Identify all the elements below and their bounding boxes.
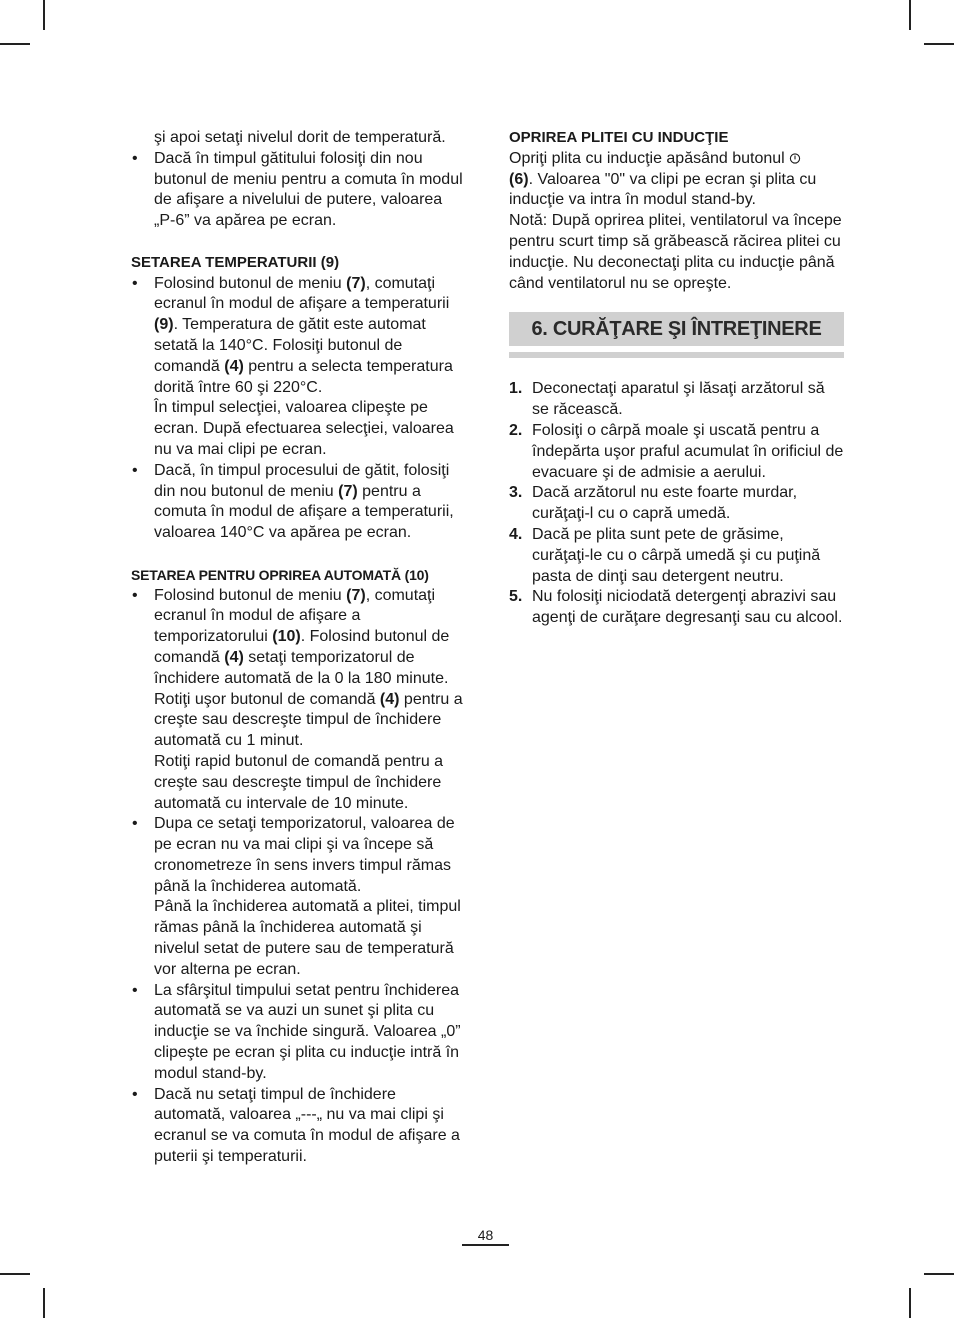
section-title: 6. CURĂŢARE ŞI ÎNTREŢINERE [509, 312, 844, 346]
list-item: • Dupa ce setaţi temporizatorul, valoarea de pe ecran nu va mai clipi şi va începe să cronometreze în sens invers timpul rămas până la închiderea automată. Până la închiderea automată a plitei, timpul rămas până la închiderea automată şi nivelul setat de putere sau de temperatură vor alterna pe ecran. [131, 814, 466, 980]
list-item: • Dacă nu setaţi timpul de închidere automată, valoarea „---„ nu va mai clipi şi ecranul se va comuta în modul de afişare a puterii şi temperaturii. [131, 1085, 466, 1168]
list-item: • Dacă, în timpul procesului de gătit, folosiţi din nou butonul de meniu (7) pentru a comuta în modul de afişare a temperaturii, valoarea 140°C va apărea pe ecran. [131, 461, 466, 544]
section-heading [509, 312, 844, 358]
list-item: • Folosind butonul de meniu (7), comutaţi ecranul în modul de afişare a temporizatorului (10). Folosind butonul de comandă (4) setaţi temporizatorul de închidere automată de la 0 la 180 minute. Rotiţi uşor butonul de comandă (4) pentru a creşte sau descreşte timpul de închidere automată cu 1 minut. Rotiţi rapid butonul de comandă pentru a creşte sau descreşte timpul de închidere automată cu intervale de 10 minute. [131, 586, 466, 815]
intro-bullet-list [131, 149, 466, 232]
crop-mark [924, 1273, 954, 1275]
stop-text: Opriţi plita cu inducţie apăsând butonul (6). Valoarea "0" va clipi pe ecran şi plita cu inducţie va intra în modul stand-by. [509, 149, 817, 209]
crop-mark [43, 1288, 45, 1318]
list-item: • La sfârşitul timpului setat pentru închiderea automată se va auzi un sunet şi plita cu inducţie se va închide singură. Valoarea „0” clipeşte pe ecran şi plita cu inducţie intră în modul stand-by. [131, 981, 466, 1085]
crop-mark [43, 0, 45, 30]
list-item: 1. Deconectaţi aparatul şi lăsaţi arzătorul să se răcească. [509, 380, 825, 419]
intro-text: şi apoi setaţi nivelul dorit de temperatură. [154, 129, 446, 146]
crop-mark [924, 43, 954, 45]
list-item: 4. Dacă pe plita sunt pete de grăsime, curăţaţi-le cu o cârpă umedă şi cu puţină pasta de dinţi sau detergent neutru. [509, 525, 821, 585]
divider [509, 352, 844, 358]
list-item: • Folosind butonul de meniu (7), comutaţi ecranul în modul de afişare a temperaturii (9). Temperatura de gătit este automat setată la 140°C. Folosiţi butonul de comandă (4) pentru a selecta temperatura dorită între 60 şi 220°C. În timpul selecţiei, valoarea clipeşte pe ecran. După efectuarea selecţiei, valoarea nu va mai clipi pe ecran. [131, 274, 466, 461]
auto-off-list [131, 586, 466, 1168]
cleaning-steps [509, 379, 844, 629]
stop-heading: OPRIREA PLITEI CU INDUCŢIE [509, 129, 729, 146]
page-number-underline [462, 1244, 509, 1246]
crop-mark [0, 43, 30, 45]
crop-mark [909, 0, 911, 30]
crop-mark [909, 1288, 911, 1318]
temperature-heading: SETAREA TEMPERATURII (9) [131, 253, 340, 271]
left-column [131, 128, 466, 1168]
list-item: 5. Nu folosiţi niciodată detergenţi abrazivi sau agenţi de curăţare degresanţi sau cu alcool. [509, 588, 843, 627]
auto-off-heading: SETAREA PENTRU OPRIREA AUTOMATĂ (10) [131, 566, 429, 583]
power-icon [789, 150, 801, 162]
page-number: 48 [477, 1227, 494, 1243]
temperature-list [131, 274, 466, 544]
list-item: • Dacă în timpul gătitului folosiţi din nou butonul de meniu pentru a comuta în modul de afişare a nivelului de putere, valoarea „P-6” va apărea pe ecran. [131, 149, 466, 232]
crop-mark [0, 1273, 30, 1275]
right-column [509, 128, 844, 629]
list-item: 3. Dacă arzătorul nu este foarte murdar, curăţaţi-l cu o capră umedă. [509, 484, 798, 523]
stop-note: Notă: După oprirea plitei, ventilatorul va începe pentru scurt timp să grăbească răcirea plitei cu inducţie. Nu deconectaţi plita cu inducţie până când ventilatorul nu se opreşte. [509, 212, 842, 292]
list-item: 2. Folosiţi o cârpă moale şi uscată pentru a îndepărta uşor praful acumulat în orificiul de evacuare şi de admisie a aerului. [509, 421, 844, 481]
